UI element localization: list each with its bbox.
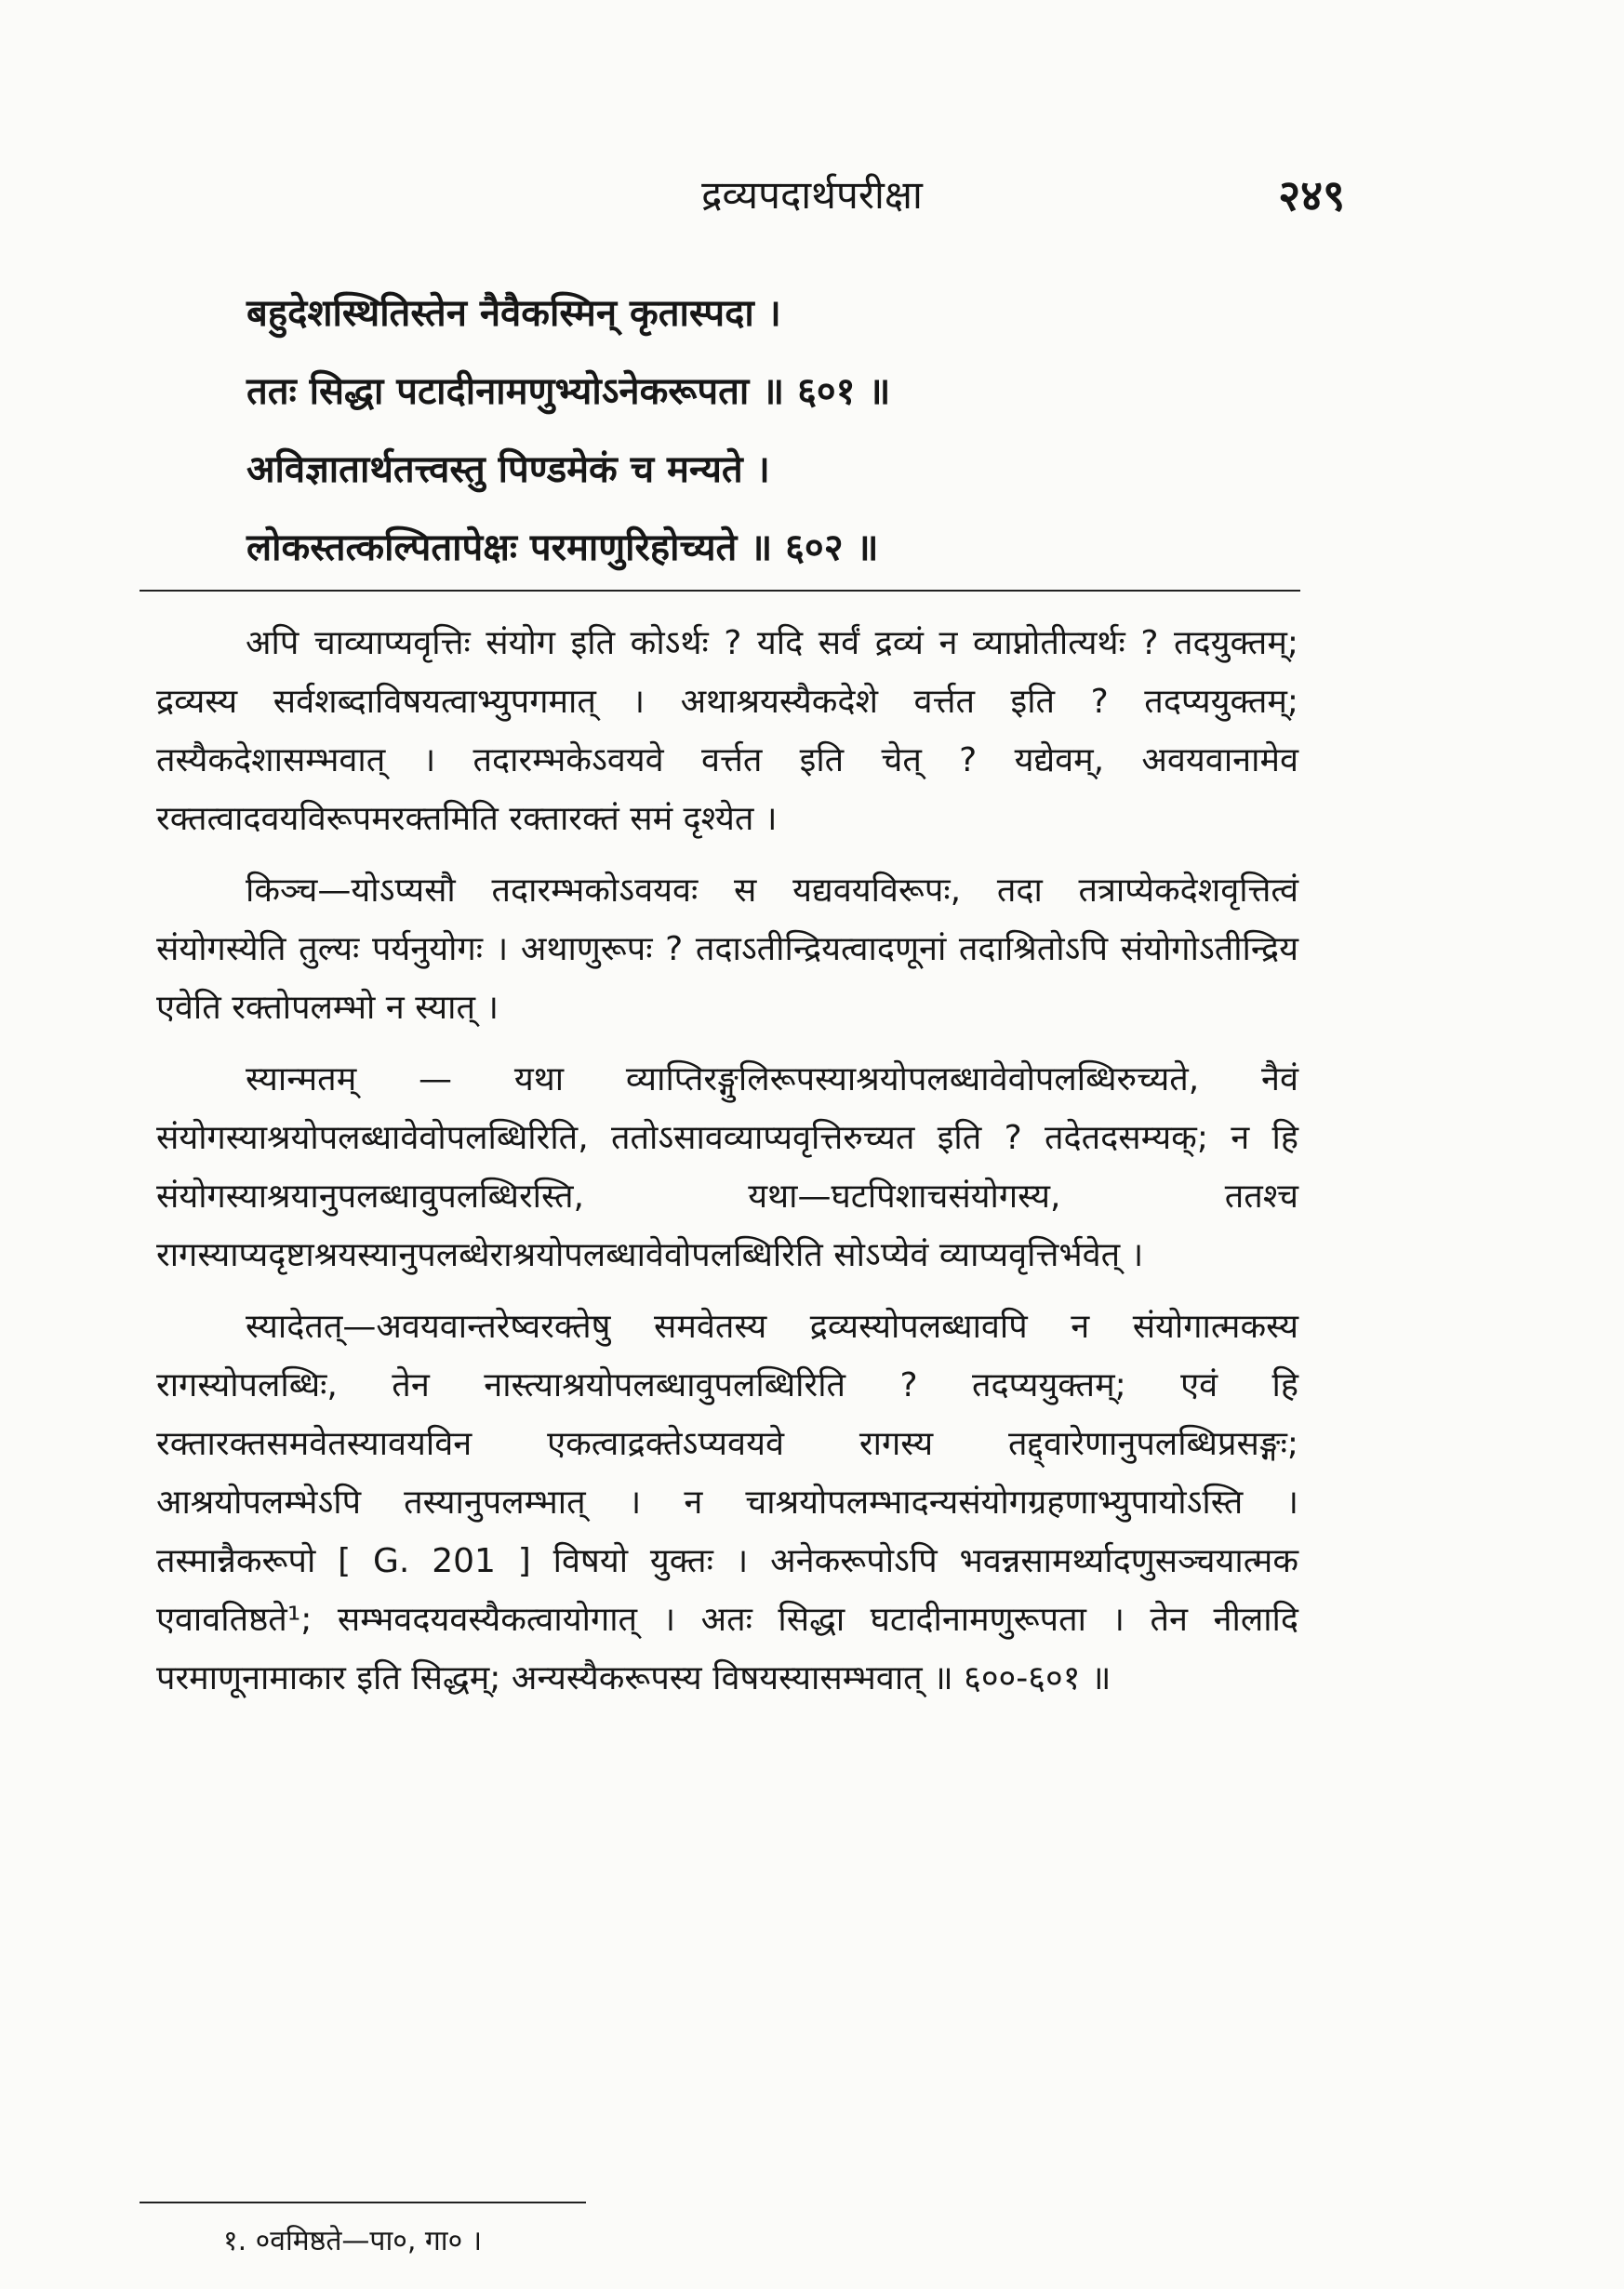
footnote: १. ०वमिष्ठते—पा०, गा० । (223, 2225, 483, 2257)
section-divider (140, 590, 1300, 592)
running-title: द्रव्यपदार्थपरीक्षा (701, 172, 923, 218)
verse-line: अविज्ञातार्थतत्त्वस्तु पिण्डमेकं च मन्यते । (246, 448, 770, 491)
page-number: २४९ (1278, 170, 1345, 220)
verse-line: बहुदेशस्थितिस्तेन नैवैकस्मिन् कृतास्पदा । (246, 292, 781, 335)
commentary-paragraph: स्यान्मतम् — यथा व्याप्तिरङ्गुलिरूपस्याश्रयोपलब्धावेवोपलब्धिरुच्यते, नैवं संयोगस्याश्रयोपलब्धावेवोपलब्धिरिति, ततोऽसावव्याप्यवृत्तिरुच्यत इति ? तदेतदसम्यक्; न हि संयोगस्याश्रयानुपलब्धावुपलब्धिरस्ति, यथा—घटपिशाचसंयोगस्य, ततश्च रागस्याप्यदृष्टाश्रयस्यानुपलब्धेराश्रयोपलब्धावेवोपलब्धिरिति सोऽप्येवं व्याप्यवृत्तिर्भवेत् । (156, 1060, 1298, 1274)
running-header (0, 167, 1624, 223)
verse-line: ततः सिद्धा पटादीनामणुभ्योऽनेकरूपता ॥ ६०१ ॥ (246, 370, 891, 413)
verse-block (246, 274, 1288, 587)
commentary-paragraph: अपि चाव्याप्यवृत्तिः संयोग इति कोऽर्थः ? यदि सर्वं द्रव्यं न व्याप्नोतीत्यर्थः ? तदयुक्तम्; द्रव्यस्य सर्वशब्दाविषयत्वाभ्युपगमात् । अथाश्रयस्यैकदेशे वर्त्तत इति ? तदप्ययुक्तम्; तस्यैकदेशासम्भवात् । तदारम्भकेऽवयवे वर्त्तत इति चेत् ? यद्येवम्, अवयवानामेव रक्तत्वादवयविरूपमरक्तमिति रक्तारक्तं समं दृश्येत । (156, 624, 1298, 838)
footnote-divider (140, 2202, 586, 2203)
commentary-paragraph: किञ्च—योऽप्यसौ तदारम्भकोऽवयवः स यद्यवयविरूपः, तदा तत्राप्येकदेशवृत्तित्वं संयोगस्येति तुल्यः पर्यनुयोगः । अथाणुरूपः ? तदाऽतीन्द्रियत्वादणूनां तदाश्रितोऽपि संयोगोऽतीन्द्रिय एवेति रक्तोपलम्भो न स्यात् । (156, 872, 1298, 1027)
commentary (156, 614, 1298, 1721)
verse-line: लोकस्तत्कल्पितापेक्षः परमाणुरिहोच्यते ॥ ६०२ ॥ (246, 526, 879, 569)
commentary-paragraph: स्यादेतत्—अवयवान्तरेष्वरक्तेषु समवेतस्य द्रव्यस्योपलब्धावपि न संयोगात्मकस्य रागस्योपलब्धिः, तेन नास्त्याश्रयोपलब्धावुपलब्धिरिति ? तदप्ययुक्तम्; एवं हि रक्तारक्तसमवेतस्यावयविन एकत्वाद्रक्तेऽप्यवयवे रागस्य तद्द्वारेणानुपलब्धिप्रसङ्गः; आश्रयोपलम्भेऽपि तस्यानुपलम्भात् । न चाश्रयोपलम्भादन्यसंयोगग्रहणाभ्युपायोऽस्ति । तस्मान्नैकरूपो [ G. 201 ] विषयो युक्तः । अनेकरूपोऽपि भवन्नसामर्थ्यादणुसञ्चयात्मक एवावतिष्ठते¹; सम्भवदयवस्यैकत्वायोगात् । अतः सिद्धा घटादीनामणुरूपता । तेन नीलादि परमाणूनामाकार इति सिद्धम्; अन्यस्यैकरूपस्य विषयस्यासम्भवात् ॥ ६००-६०१ ॥ (156, 1308, 1298, 1697)
